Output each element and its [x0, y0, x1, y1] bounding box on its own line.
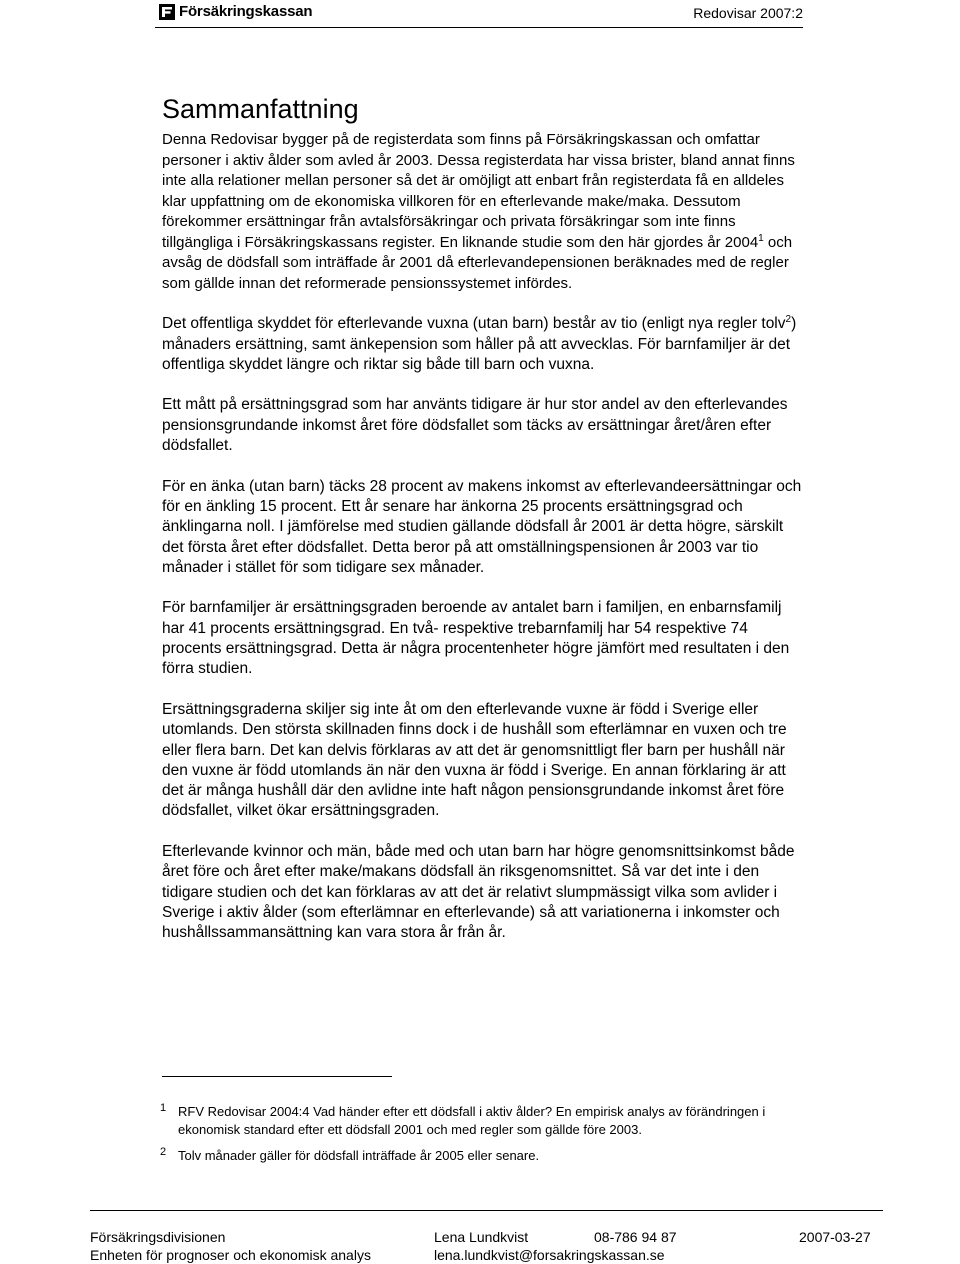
- logo-text: Försäkringskassan: [179, 3, 313, 20]
- footnote: [160, 1147, 800, 1165]
- paragraph-1: Denna Redovisar bygger på de registerdata som finns på Försäkringskassan och omfattar personer i aktiv ålder som avled år 2003. Dessa registerdata har vissa brister, bland annat finns inte alla relationer mellan personer så det är omöjligt att enbart från registerdata få en alldeles klar uppfattning om de ekonomiska villkoren för en efterlevande make/maka. Dessutom förekommer ersättningar från avtalsförsäkringar och privata försäkringar som inte finns tillgängliga i Försäkringskassans register. En liknande studie som den här gjordes år 2004$^1$ och avsåg de dödsfall som inträffade år 2001 då efterlevandepensionen beräknades med de regler som gällde innan det reformerade pensionssystemet infördes.: [162, 131, 795, 292]
- footer-unit: Enheten för prognoser och ekonomisk analys: [90, 1247, 371, 1263]
- document-reference: Redovisar 2007:2: [693, 5, 803, 21]
- footer-email[interactable]: lena.lundkvist@forsakringskassan.se: [434, 1247, 665, 1263]
- page-footer: [90, 1228, 880, 1264]
- paragraph-7: Efterlevande kvinnor och män, både med och utan barn har högre genomsnittsinkomst både året före och året efter make/makans dödsfall än riksgenomsnittet. Så var det inte i den tidigare studien och det kan förklaras av att det är relativt slumpmässigt vilka som avlider i Sverige i aktiv ålder (som efterlämnar en efterlevande) så att variationerna i inkomster och hushållssammansättning kan vara stora år från år.: [162, 843, 795, 942]
- footer-division: Försäkringsdivisionen: [90, 1229, 226, 1245]
- footer-divider: [90, 1210, 883, 1211]
- logo: [159, 3, 312, 20]
- paragraph-3: Ett mått på ersättningsgrad som har använts tidigare är hur stor andel av den efterlevandes pensionsgrundande inkomst året före dödsfallet som täcks av ersättningar året/åren efter dödsfallet.: [162, 396, 788, 455]
- paragraph-6: Ersättningsgraderna skiljer sig inte åt om den efterlevande vuxne är född i Sverige eller utomlands. Den största skillnaden finns dock i de hushåll som efterlämnar en vuxen och tre eller flera barn. Det kan delvis förklaras av att det är genomsnittligt fler barn per hushåll när den vuxne är född utomlands än när den vuxna är född i Sverige. En annan förklaring är att det är många hushåll där den avlidne inte haft någon pensionsgrundande inkomst året före dödsfallet, vilket ökar ersättningsgraden.: [162, 700, 787, 820]
- footer-phone: 08-786 94 87: [594, 1229, 677, 1245]
- paragraph-5: För barnfamiljer är ersättningsgraden beroende av antalet barn i familjen, en enbarnsfamilj har 41 procents ersättningsgrad. En två- respektive trebarnfamilj har 54 respektive 74 procents ersättningsgrad. Detta är några procentenheter högre jämfört med resultaten i den förra studien.: [162, 599, 790, 678]
- forsakringskassan-logo-icon: [159, 4, 175, 20]
- footnote-text: RFV Redovisar 2004:4 Vad händer efter ett dödsfall i aktiv ålder? En empirisk analys av förändringen i ekonomisk standard efter ett dödsfall 2001 och med regler som gällde före 2003.: [178, 1104, 766, 1137]
- footer-author: Lena Lundkvist: [434, 1229, 529, 1245]
- footnote-text: Tolv månader gäller för dödsfall inträffade år 2005 eller senare.: [178, 1148, 540, 1163]
- footnote-number: 2: [160, 1146, 167, 1158]
- footer-organization: [90, 1228, 371, 1264]
- footnote: [160, 1103, 800, 1139]
- footer-date: 2007-03-27: [799, 1229, 871, 1245]
- footnote-number: 1: [160, 1102, 167, 1114]
- page-header: [155, 0, 803, 26]
- footnote-divider: [162, 1076, 392, 1077]
- footnote-ref-2[interactable]: 2: [785, 314, 792, 326]
- paragraph-4: För en änka (utan barn) täcks 28 procent av makens inkomst av efterlevandeersättningar och för en änkling 15 procent. Ett år senare har änkorna 25 procents ersättningsgrad och änklingarna noll. I jämförelse med studien gällande dödsfall år 2001 är detta högre, särskilt det första året efter dödsfallet. Detta beror på att omställningspensionen år 2003 var tio månader i stället för som tidigare sex månader.: [162, 477, 802, 576]
- page-title: Sammanfattning: [162, 94, 359, 124]
- footnote-ref-1[interactable]: 1: [758, 232, 764, 244]
- paragraph-2: Det offentliga skyddet för efterlevande vuxna (utan barn) består av tio (enligt nya regler tolv$^2$) månaders ersättning, samt änkepension som håller på att avvecklas. För barnfamiljer är det offentliga skyddet längre och riktar sig både till barn och vuxna.: [162, 314, 797, 373]
- header-divider: [155, 27, 803, 28]
- main-content: [162, 92, 802, 964]
- footnotes: [160, 1103, 800, 1173]
